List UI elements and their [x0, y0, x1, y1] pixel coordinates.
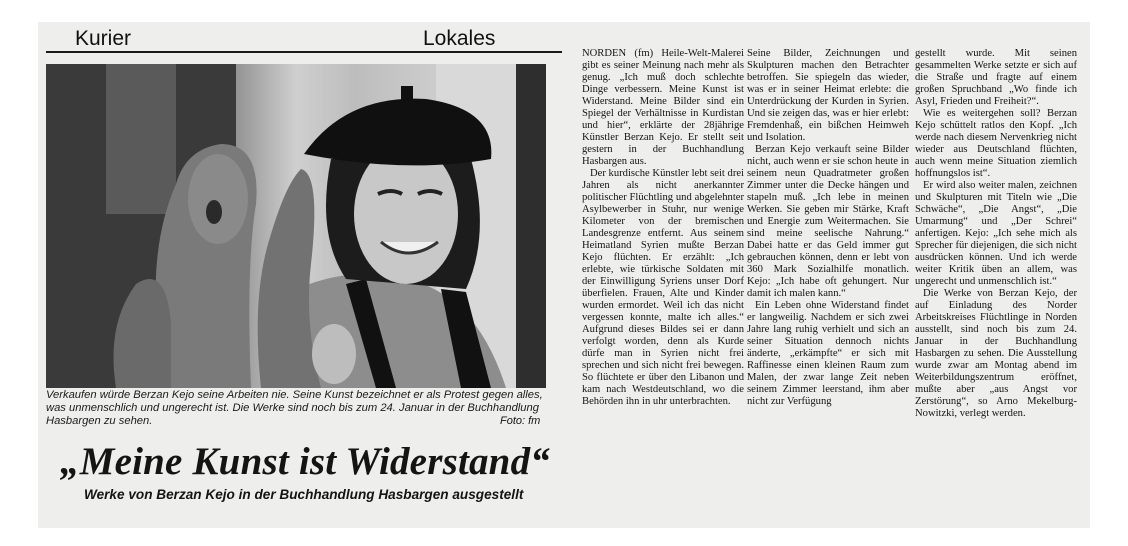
- article-paragraph: Wie es weitergehen soll? Berzan Kejo schüttelt ratlos den Kopf. „Ich werde nach diesem Nervenkrieg nicht wieder aus Deutschland flüchten, auch wenn meine Situation ziemlich hoffnungslos ist“.: [915, 108, 1077, 179]
- article-paragraph: Die Werke von Berzan Kejo, der auf Einladung des Norder Arbeitskreises Flüchtlinge in Norden ausstellt, sind noch bis zum 24. Januar in der Buchhandlung Hasbargen zu sehen. Die Ausstellung wurde zwar am Montag abend im Weiterbildungszentrum eröffnet, mußte aber „aus Angst vor Zerstörung“, so Arno Mekelburg-Nowitzki, verlegt werden.: [915, 288, 1077, 419]
- article-column-3: [915, 48, 1077, 458]
- article-paragraph: Der kurdische Künstler lebt seit drei Jahren als nicht anerkannter politischer Flüchtling und abgelehnter Asylbewerber in Stuhr, nur wenige Kilometer von der bremischen Landesgrenze entfernt. Aus seinem Heimatland Syrien mußte Berzan Kejo flüchten. Er erzählt: „Ich erlebte, wie türkische Soldaten mit der Einwilligung Syriens unser Dorf überfielen. Frauen, Alte und Kinder wurden ermordet. Weil ich das nicht vergessen konnte, malte ich alles.“ Aufgrund dieses Bildes sei er dann verfolgt worden, denn als Kurde dürfe man in Syrien nicht frei sprechen und sich nicht frei bewegen. So flüchtete er über den Libanon und kam nach Westdeutschland, wo die Behörden ihn in uhr unterbrachten.: [582, 168, 744, 407]
- article-column-2: [747, 48, 909, 434]
- article-paragraph: gestellt wurde. Mit seinen gesammelten Werke setzte er sich auf die Straße und fragte auf einem großen Spruchband „Wo finde ich Asyl, Frieden und Freiheit?“.: [915, 48, 1077, 107]
- photo-caption: Verkaufen würde Berzan Kejo seine Arbeiten nie. Seine Kunst bezeichnet er als Protest gegen alles, was unmenschlich und ungerecht ist. Die Werke sind noch bis zum 24. Januar in der Buchhandlung Hasbargen zu sehen.: [46, 389, 543, 427]
- header-rule: [46, 51, 562, 53]
- article-paragraph: Seine Bilder, Zeichnungen und Skulpturen machen den Betrachter betroffen. Sie spiegeln das wieder, was er in seiner Heimat erlebte: die Unterdrückung der Kurden in Syrien. Und sie zeigen das, was er hier erlebt: Fremdenhaß, ein bißchen Heimweh und Isolation.: [747, 48, 909, 143]
- article-paragraph: NORDEN (fm) Heile-Welt-Malerei gibt es seiner Meinung nach mehr als genug. „Ich muß doch schlechte Dinge verbessern. Meine Kunst ist Widerstand. Meine Bilder sind ein Spiegel der Verhältnisse in Kurdistan und hier“, erklärte der 28jährige Künstler Berzan Kejo. Er stellt seit gestern in der Buchhandlung Hasbargen aus.: [582, 48, 744, 167]
- headline: „Meine Kunst ist Widerstand“: [60, 440, 550, 483]
- article-paragraph: Er wird also weiter malen, zeichnen und Skulpturen mit Titeln wie „Die Schwäche“, „Die Angst“, „Die Umarmung“ und „Der Schrei“ anfertigen. Kejo: „Ich sehe mich als Sprecher für diejenigen, die sich nicht ausdrücken können. Und ich werde weiter Kritik üben an allem, was ungerecht und unmenschlich ist.“: [915, 180, 1077, 287]
- article-paragraph: Berzan Kejo verkauft seine Bilder nicht, auch wenn er sie schon heute in seinem neun Quadratmeter großen Zimmer unter die Decke hängen und stapeln muß. „Ich lebe in meinen Werken. Sie geben mir Stärke, Kraft und Energie zum Weitermachen. Sie sind meine seelische Nahrung.“ Dabei hatte er das Geld immer gut gebrauchen können, denn er lebt von 360 Mark Sozialhilfe monatlich. Kejo: „Ich habe oft gehungert. Nur damit ich malen kann.“: [747, 144, 909, 299]
- photo-credit: Foto: fm: [500, 415, 541, 427]
- section-label-kurier: Kurier: [75, 27, 132, 50]
- section-label-lokales: Lokales: [423, 27, 496, 50]
- artist-photo-drawing: [46, 64, 546, 388]
- article-paragraph: Ein Leben ohne Widerstand findet er langweilig. Nachdem er sich zwei Jahre lang ruhig verhielt und sich an seiner Situation dennoch nichts änderte, „erkämpfte“ er sich mit Raffinesse einen kleinen Raum zum Malen, der zwar lange Zeit neben seinem Zimmer leerstand, ihm aber nicht zur Verfügung: [747, 300, 909, 407]
- subheadline: Werke von Berzan Kejo in der Buchhandlung Hasbargen ausgestellt: [84, 487, 524, 502]
- artist-photo: [46, 64, 546, 388]
- article-column-1: [582, 48, 744, 474]
